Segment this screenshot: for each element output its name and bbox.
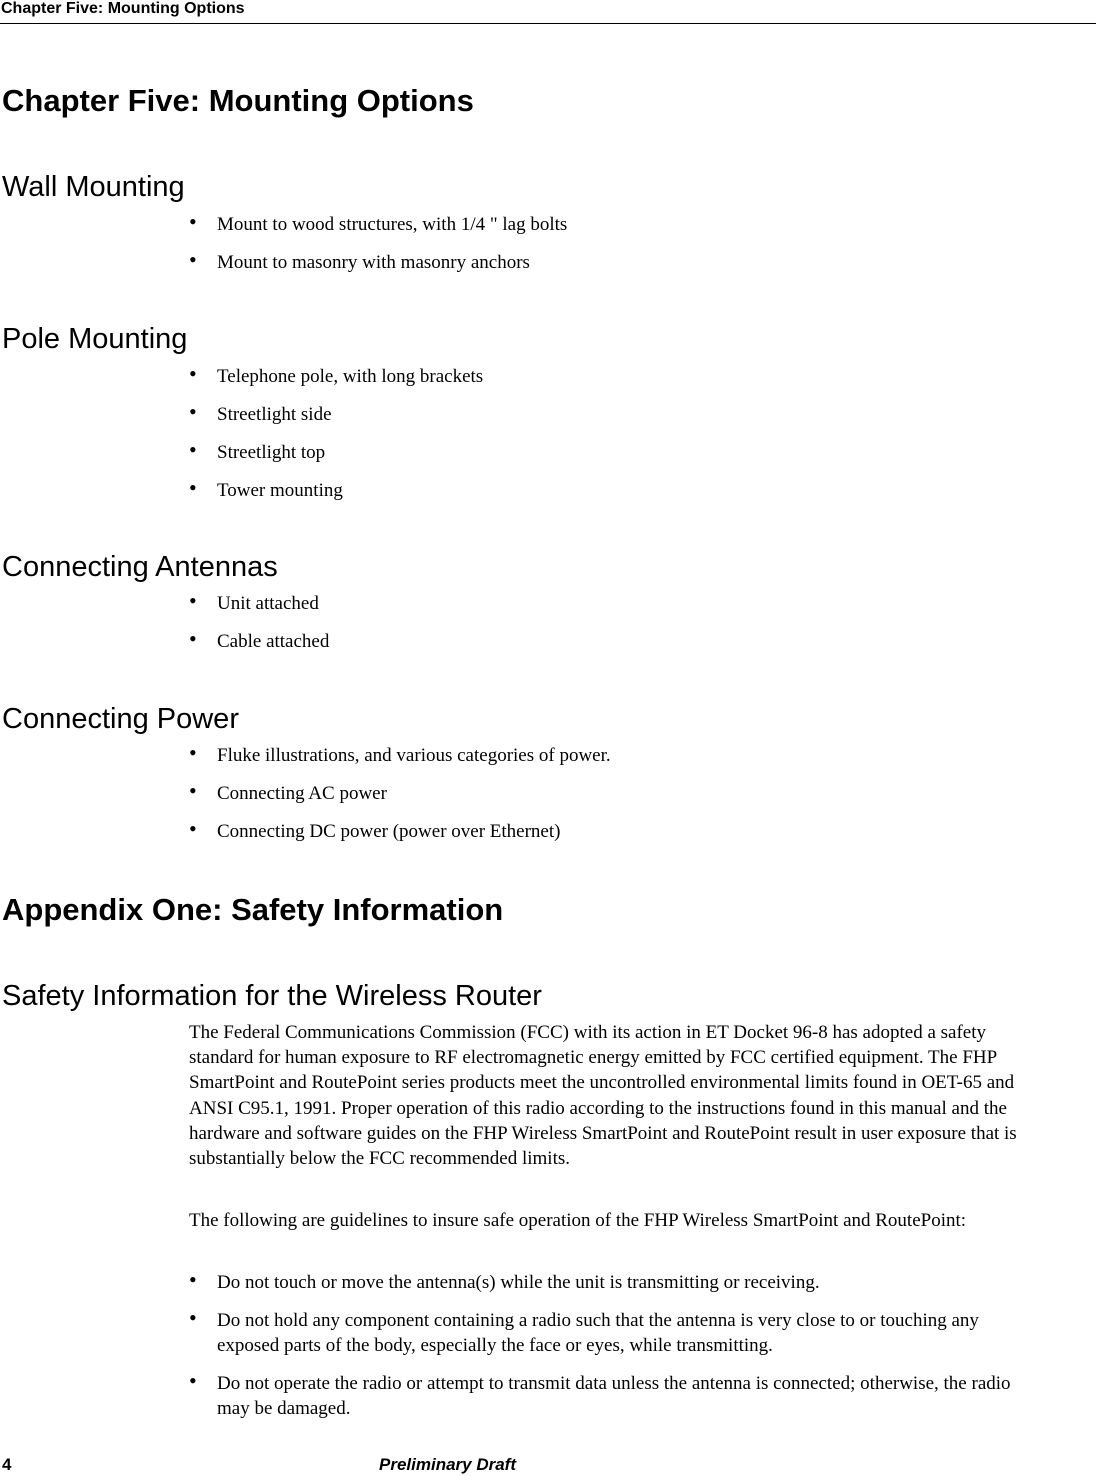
connecting-power-list bbox=[189, 740, 1019, 857]
running-header-title: Chapter Five: Mounting Options bbox=[1, 0, 245, 17]
bullet-icon: • bbox=[189, 740, 197, 765]
pole-mounting-heading: Pole Mounting bbox=[2, 323, 188, 355]
bullet-icon: • bbox=[189, 1368, 197, 1393]
list-item: • Cable attached bbox=[189, 626, 330, 652]
wall-mounting-list bbox=[189, 209, 1019, 288]
draft-label: Preliminary Draft bbox=[379, 1455, 516, 1474]
list-item: • Telephone pole, with long brackets bbox=[189, 361, 484, 387]
list-item: • Do not operate the radio or attempt to transmit data unless the antenna is connected; otherwise, the radio may be damaged. bbox=[189, 1368, 1011, 1419]
safety-guidelines-list bbox=[189, 1267, 1019, 1434]
list-item: • Do not hold any component containing a radio such that the antenna is very close to or touching any exposed parts of the body, especially the face or eyes, while transmitting. bbox=[189, 1305, 979, 1356]
pole-mounting-list bbox=[189, 361, 1019, 516]
list-item: • Mount to masonry with masonry anchors bbox=[189, 247, 530, 273]
list-item: • Tower mounting bbox=[189, 475, 343, 501]
bullet-icon: • bbox=[189, 475, 197, 500]
connecting-power-heading: Connecting Power bbox=[2, 703, 239, 735]
bullet-icon: • bbox=[189, 399, 197, 424]
list-item: • Streetlight top bbox=[189, 437, 326, 463]
bullet-icon: • bbox=[189, 816, 197, 841]
guidelines-intro: The following are guidelines to insure safe operation of the FHP Wireless SmartPoint and RoutePoint: bbox=[189, 1210, 967, 1231]
bullet-icon: • bbox=[189, 361, 197, 386]
page-footer bbox=[0, 1452, 1096, 1476]
list-item: • Unit attached bbox=[189, 588, 319, 614]
list-item: • Streetlight side bbox=[189, 399, 332, 425]
list-item: • Connecting AC power bbox=[189, 778, 387, 804]
connecting-antennas-heading: Connecting Antennas bbox=[2, 551, 278, 583]
list-item: • Fluke illustrations, and various categories of power. bbox=[189, 740, 611, 766]
bullet-icon: • bbox=[189, 588, 197, 613]
page-number: 4 bbox=[2, 1455, 12, 1474]
safety-paragraph: The Federal Communications Commission (FCC) with its action in ET Docket 96-8 has adopted a safety standard for human exposure to RF electromagnetic energy emitted by FCC certified equipment. The FHP SmartPoint and RoutePoint series products meet the uncontrolled environmental limits found in OET-65 and ANSI C95.1, 1991. Proper operation of this radio according to the instructions found in this manual and the hardware and software guides on the FHP Wireless SmartPoint and RoutePoint result in user exposure that is substantially below the FCC recommended limits. bbox=[189, 1022, 1017, 1170]
bullet-icon: • bbox=[189, 1305, 197, 1330]
running-header bbox=[0, 0, 1096, 24]
list-item: • Mount to wood structures, with 1/4 " lag bolts bbox=[189, 209, 568, 235]
list-item: • Connecting DC power (power over Ethernet) bbox=[189, 816, 561, 842]
bullet-icon: • bbox=[189, 778, 197, 803]
bullet-icon: • bbox=[189, 1267, 197, 1292]
bullet-icon: • bbox=[189, 437, 197, 462]
appendix-title: Appendix One: Safety Information bbox=[2, 892, 504, 927]
connecting-antennas-list bbox=[189, 588, 1019, 667]
wall-mounting-heading: Wall Mounting bbox=[2, 171, 185, 203]
list-item: • Do not touch or move the antenna(s) while the unit is transmitting or receiving. bbox=[189, 1267, 820, 1293]
bullet-icon: • bbox=[189, 209, 197, 234]
chapter-title: Chapter Five: Mounting Options bbox=[2, 83, 474, 118]
bullet-icon: • bbox=[189, 247, 197, 272]
bullet-icon: • bbox=[189, 626, 197, 651]
safety-heading: Safety Information for the Wireless Router bbox=[2, 980, 542, 1012]
